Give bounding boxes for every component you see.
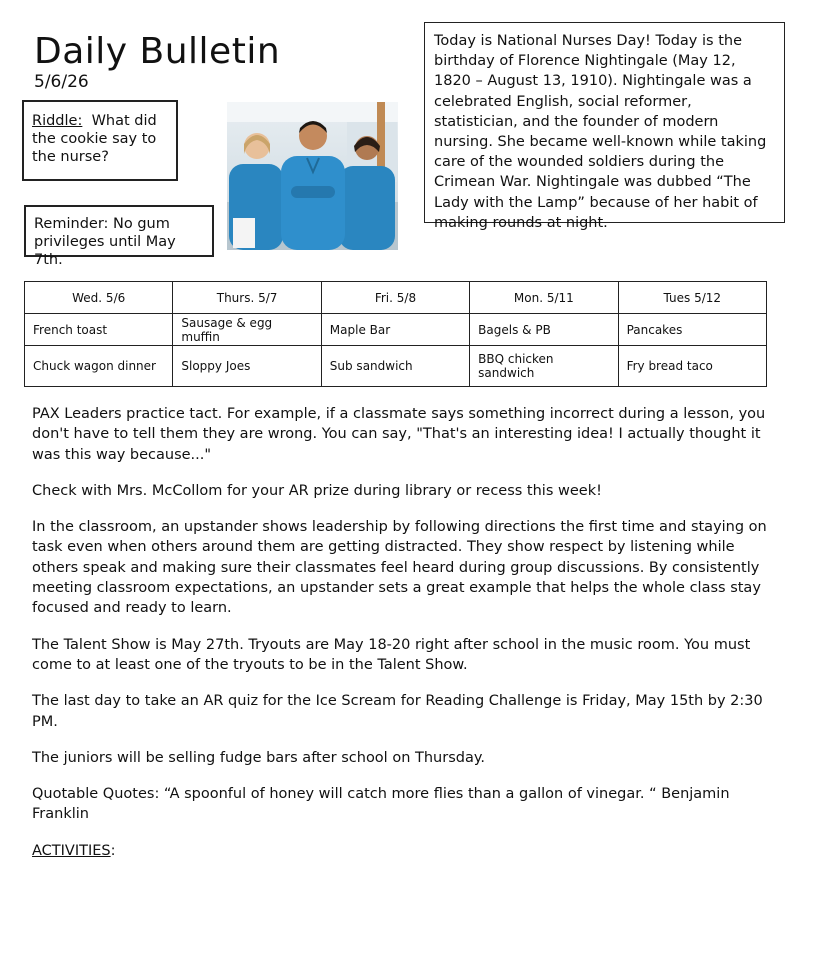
menu-day: Fri. 5/8	[321, 282, 469, 314]
reminder-box	[24, 205, 214, 268]
riddle-label: Riddle:	[32, 113, 83, 129]
menu-lunch-item: Sub sandwich	[321, 346, 469, 387]
lunch-menu-table	[24, 281, 767, 387]
quotable-quote: Quotable Quotes: “A spoonful of honey will catch more flies than a gallon of vinegar. “ Benjamin Franklin	[32, 786, 730, 823]
announcements	[32, 404, 782, 877]
nurses-day-box	[424, 22, 785, 231]
menu-breakfast-item: Bagels & PB	[470, 314, 618, 346]
activities-heading	[32, 841, 782, 861]
menu-lunch-row	[25, 346, 767, 387]
nurses-photo-illustration	[227, 102, 398, 250]
ar-quiz-announcement: The last day to take an AR quiz for the Ice Scream for Reading Challenge is Friday, May 15th by 2:30 PM.	[32, 693, 763, 730]
activities-colon: :	[110, 842, 116, 859]
menu-day: Mon. 5/11	[470, 282, 618, 314]
nurses-day-text: Today is National Nurses Day! Today is the birthday of Florence Nightingale (May 12, 1820 – August 13, 1910). Nightingale was a celebrated English, social reformer, statistician, and the founder of modern nursing. She became well-known while taking care of the wounded soldiers during the Crimean War. Nightingale was dubbed “The Lady with the Lamp” because of her habit of making rounds at night.	[434, 33, 767, 231]
fudge-announcement: The juniors will be selling fudge bars after school on Thursday.	[32, 749, 485, 766]
menu-lunch-item: BBQ chicken sandwich	[470, 346, 618, 387]
menu-breakfast-item: French toast	[25, 314, 173, 346]
riddle-text: What did the cookie say to the nurse?	[32, 113, 157, 165]
menu-lunch-item: Sloppy Joes	[173, 346, 321, 387]
menu-header-row	[25, 282, 767, 314]
menu-day: Tues 5/12	[618, 282, 766, 314]
bulletin-title: Daily Bulletin	[34, 31, 281, 72]
activities-label: ACTIVITIES	[32, 842, 111, 859]
menu-breakfast-item: Sausage & egg muffin	[173, 314, 321, 346]
reminder-text: Reminder: No gum privileges until May 7th.	[34, 216, 176, 268]
menu-lunch-item: Fry bread taco	[618, 346, 766, 387]
menu-day: Thurs. 5/7	[173, 282, 321, 314]
upstander-announcement: In the classroom, an upstander shows leadership by following directions the first time and staying on task even when others around them are getting distracted. They show respect by listening while others speak and making sure their classmates feel heard during group discussions. By consistently meeting classroom expectations, an upstander sets a great example that helps the whole class stay focused and ready to learn.	[32, 519, 767, 617]
bulletin-date: 5/6/26	[34, 72, 89, 92]
menu-day: Wed. 5/6	[25, 282, 173, 314]
menu-breakfast-row	[25, 314, 767, 346]
talent-show-announcement: The Talent Show is May 27th. Tryouts are May 18-20 right after school in the music room. You must come to at least one of the tryouts to be in the Talent Show.	[32, 636, 751, 673]
menu-breakfast-item: Maple Bar	[321, 314, 469, 346]
pax-announcement: PAX Leaders practice tact. For example, if a classmate says something incorrect during a lesson, you don't have to tell them they are wrong. You can say, "That's an interesting idea! I actually thought it was this way because..."	[32, 406, 766, 463]
ar-prize-announcement: Check with Mrs. McCollom for your AR prize during library or recess this week!	[32, 482, 602, 499]
menu-lunch-item: Chuck wagon dinner	[25, 346, 173, 387]
menu-breakfast-item: Pancakes	[618, 314, 766, 346]
riddle-box	[22, 100, 178, 181]
nurses-photo	[227, 102, 398, 250]
